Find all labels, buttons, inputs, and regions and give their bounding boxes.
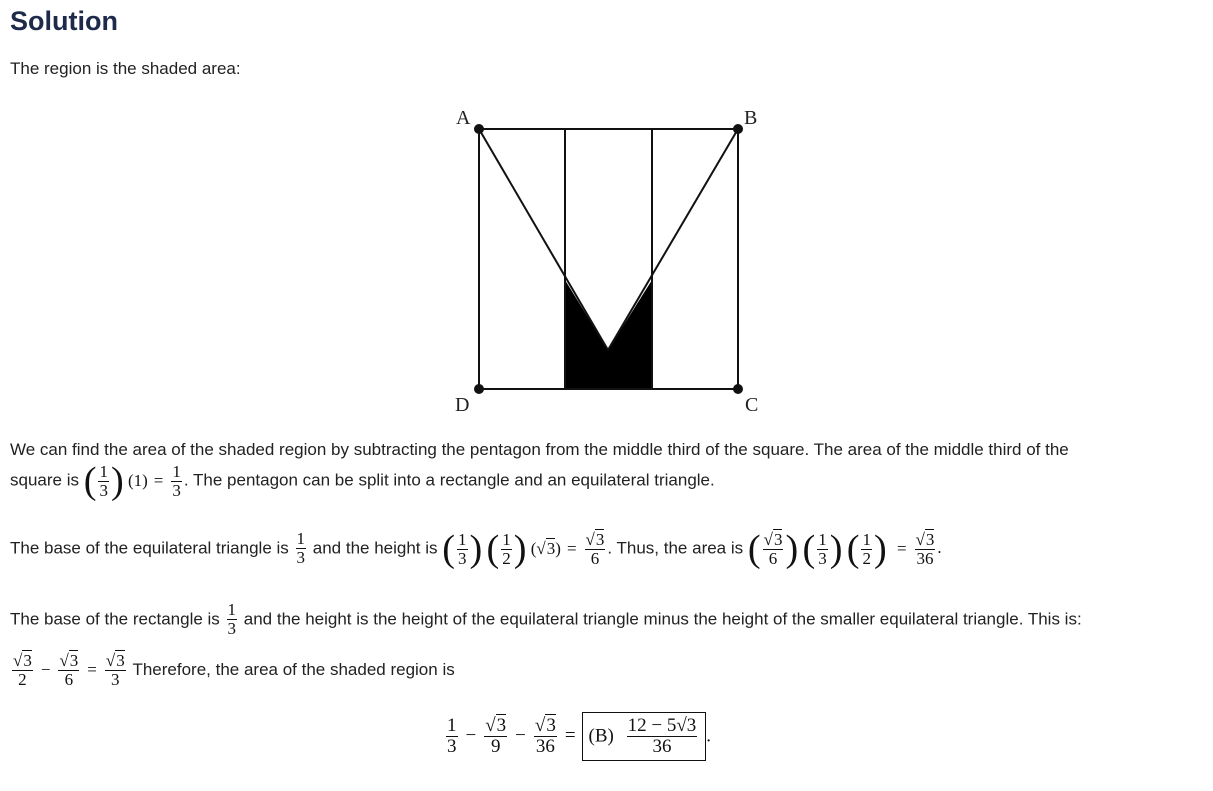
middle-third-formula: ( $\frac{1}{3}$ ) (1) = $\frac{1}{3}$ (83, 460, 181, 502)
paragraph-1-line-2 (10, 462, 715, 500)
label-b: B (744, 107, 758, 129)
paragraph-1-line-1: We can find the area of the shaded region by subtracting the pentagon from the middle third of the square. The area of the middle third of the (10, 440, 1069, 459)
answer-numerator: 12 − 5√3 (627, 715, 697, 736)
rectangle-height-formula: $\frac{√3}{2}$ − $\frac{√3}{6}$ = $\frac{√3}{3}$ (13, 651, 125, 689)
paragraph-2-pre: The base of the equilateral triangle is (10, 538, 289, 558)
label-a: A (456, 107, 471, 129)
line-b-to-apex (608, 129, 738, 350)
square-figure (440, 98, 780, 422)
solution-heading: Solution (10, 6, 118, 36)
triangle-height-formula: ( $\frac{1}{3}$ ) ( $\frac{1}{2}$ ) (√3) = $\frac{√3}{6}$ (442, 528, 605, 570)
paragraph-1-post: . The pentagon can be split into a rectangle and an equilateral triangle. (183, 470, 715, 490)
vertex-d-dot (474, 384, 484, 394)
boxed-answer (582, 712, 707, 761)
paragraph-3 (10, 601, 1082, 638)
vertex-b-dot (733, 124, 743, 134)
label-c: C (745, 394, 759, 416)
paragraph-2 (10, 530, 942, 568)
paragraph-2-post: . Thus, the area is (607, 538, 744, 558)
rectangle-base-formula: $\frac{1}{3}$ (227, 600, 237, 638)
label-d: D (455, 394, 470, 416)
vertex-a-dot (474, 124, 484, 134)
paragraph-3-post: and the height is the height of the equilateral triangle minus the height of the smaller equilateral triangle. This is: (243, 609, 1082, 629)
final-answer-formula: $\frac{1}{3}$ − $\frac{√3}{9}$ − $\frac{√3}{36}$ = (B) $\frac{12 - 5√3}{36}$ . (444, 712, 711, 761)
triangle-base-formula: $\frac{1}{3}$ (296, 529, 306, 568)
line-a-to-apex (479, 129, 608, 350)
vertex-c-dot (733, 384, 743, 394)
triangle-area-formula: ( $\frac{√3}{6}$ ) ( $\frac{1}{3}$ ) ( $\frac{1}{2}$ ) = $\frac{√3}{36}$ . (747, 528, 942, 570)
paragraph-1-pre: square is (10, 470, 79, 490)
answer-choice: (B) (588, 725, 614, 747)
answer-denominator: 36 (652, 735, 672, 757)
paragraph-4 (10, 652, 455, 689)
paragraph-2-mid: and the height is (312, 538, 438, 558)
paragraph-3-pre: The base of the rectangle is (10, 609, 220, 629)
intro-text: The region is the shaded area: (10, 59, 241, 78)
paragraph-4-post: Therefore, the area of the shaded region is (132, 659, 455, 679)
